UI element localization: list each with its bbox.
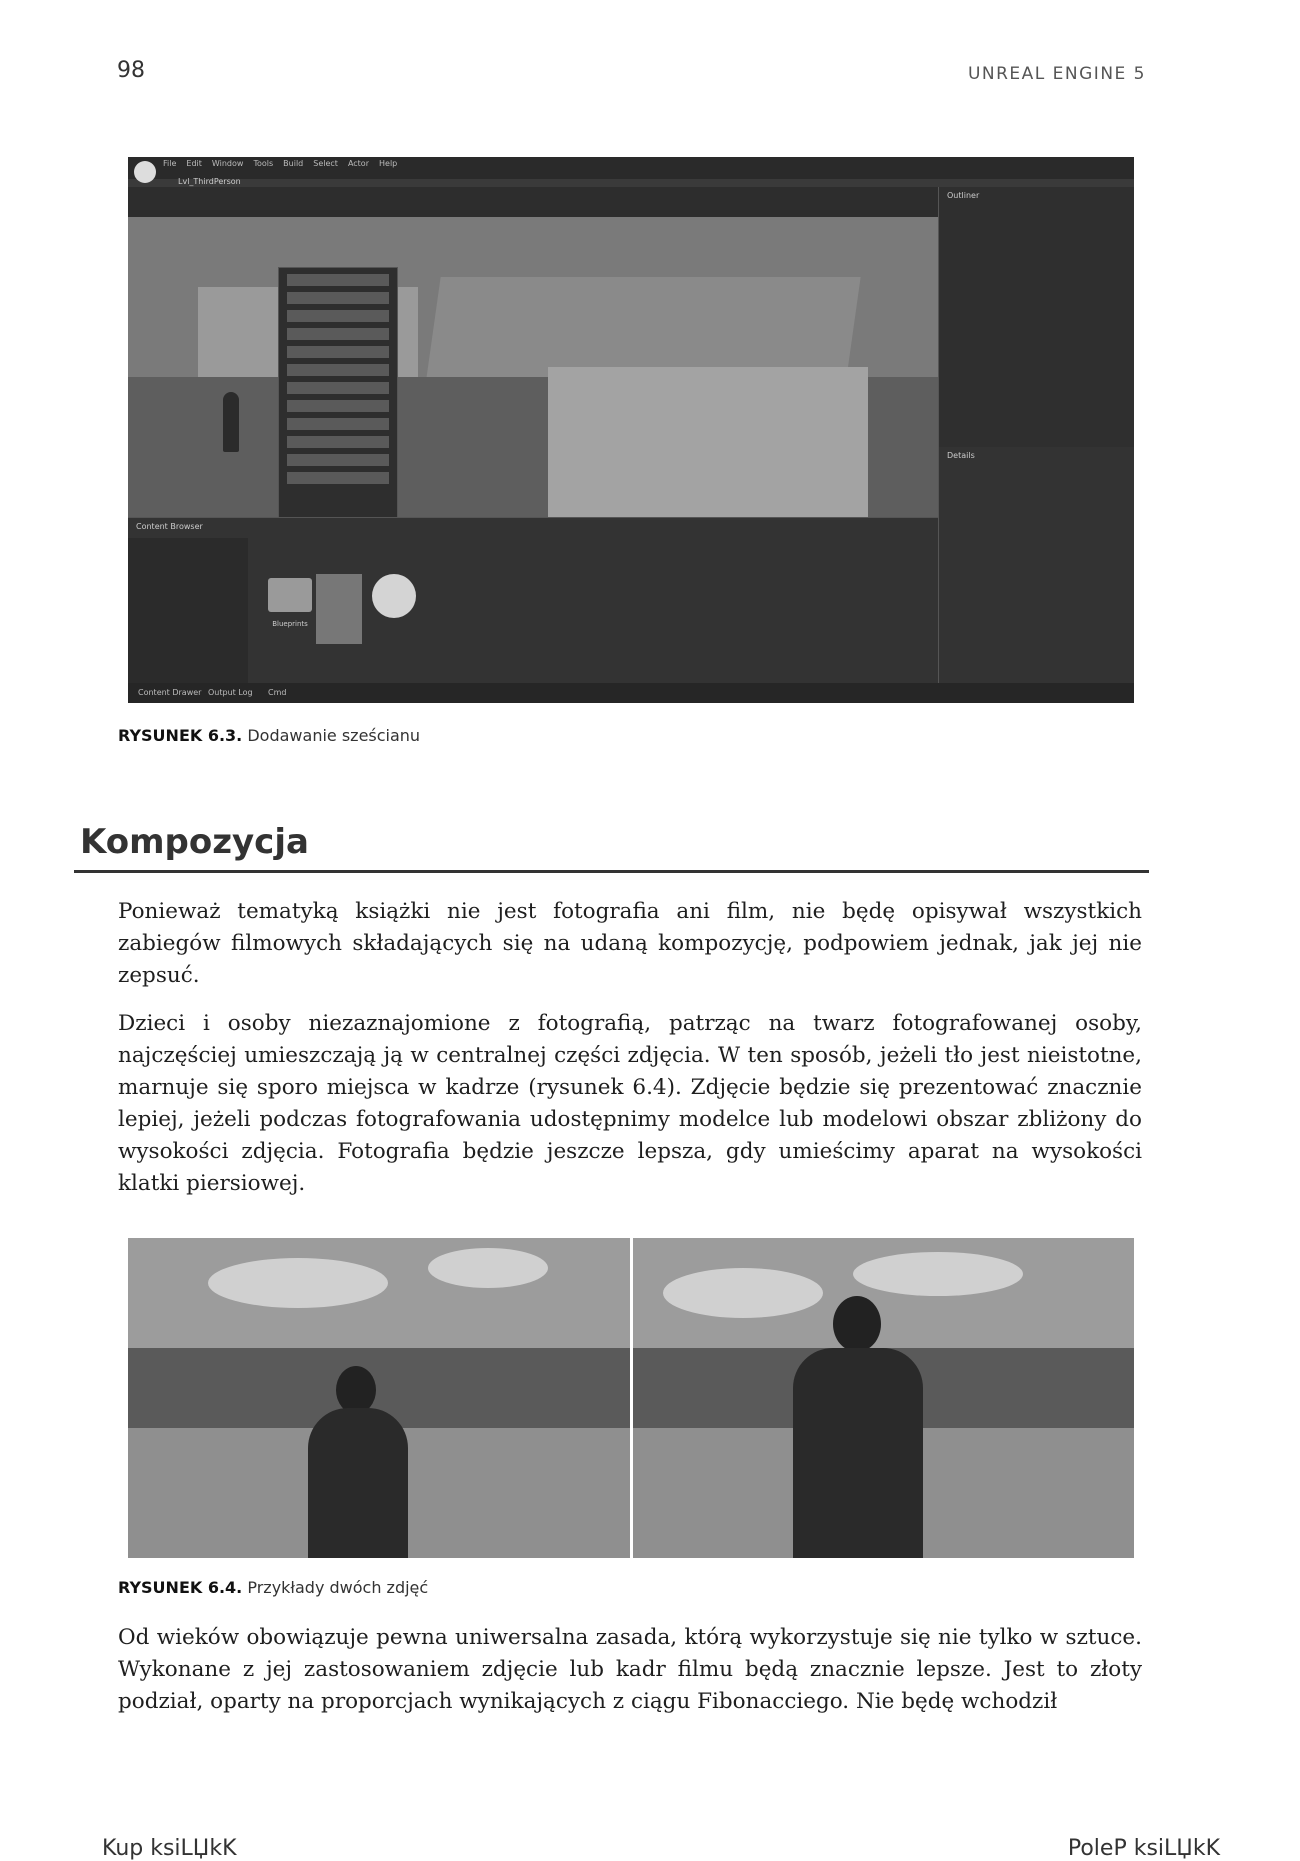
figure-caption (118, 726, 420, 745)
dropdown-row (287, 436, 389, 448)
cloud (208, 1258, 388, 1308)
photo-left (128, 1238, 630, 1558)
cloud (663, 1268, 823, 1318)
character-body (308, 1408, 408, 1558)
ue-content-browser (128, 517, 938, 684)
ue-menu-item: File (163, 159, 177, 168)
caption-text: Przykłady dwóch zdjęć (242, 1578, 429, 1597)
ue-menu-item: Tools (253, 159, 274, 168)
folder-label: Blueprints (272, 620, 308, 628)
photo-right (633, 1238, 1135, 1558)
dropdown-row (287, 328, 389, 340)
paragraph: Od wieków obowiązuje pewna uniwersalna zasada, którą wykorzystuje się nie tylko w sztuce. Wykonane z jej zastosowaniem zdjęcie lub kadr filmu będą znacznie lepsze. Jest to złoty podział, oparty na proporcjach wynikających z ciągu Fibonacciego. Nie będę wchodził (118, 1625, 1142, 1714)
details-title: Details (947, 451, 975, 460)
status-item: Cmd (268, 688, 287, 697)
ue-menu-item: Build (283, 159, 304, 168)
paragraph: Dzieci i osoby niezaznajomione z fotografią, patrząc na twarz fotografowanej osoby, najczęściej umieszczają ją w centralnej części zdjęcia. W ten sposób, jeżeli tło jest nieistotne, marnuje się sporo miejsca w kadrze (rysunek 6.4). Zdjęcie będzie się prezentować znacznie lepiej, jeżeli podczas fotografowania udostępnimy modelce lub modelowi obszar zbliżony do wysokości zdjęcia. Fotografia będzie jeszcze lepsza, gdy umieścimy aparat na wysokości klatki piersiowej. (118, 1011, 1142, 1196)
viewport-block (548, 367, 868, 517)
dropdown-row (287, 346, 389, 358)
ue-menu-item: Actor (347, 159, 369, 168)
figure-caption (118, 1578, 428, 1597)
running-head: UNREAL ENGINE 5 (967, 64, 1146, 84)
cloud (853, 1252, 1023, 1296)
cloud (428, 1248, 548, 1288)
character-body (793, 1348, 923, 1558)
ue-menubar (128, 157, 1134, 186)
ue-menu-item: Edit (186, 159, 202, 168)
caption-label: RYSUNEK 6.3. (118, 726, 243, 745)
dropdown-row (287, 274, 389, 286)
dropdown-row (287, 292, 389, 304)
caption-text: Dodawanie sześcianu (242, 726, 421, 745)
status-item: Content Drawer (138, 688, 202, 697)
outliner-title: Outliner (947, 191, 980, 200)
dropdown-row (287, 382, 389, 394)
ue-outliner-panel (938, 187, 1134, 447)
ue-level-tab: Lvl_ThirdPerson (178, 177, 241, 186)
dropdown-row (287, 454, 389, 466)
content-browser-title: Content Browser (136, 522, 203, 531)
ue-menu-item: Window (211, 159, 244, 168)
dropdown-row (287, 472, 389, 484)
footer-right-link[interactable]: PoleP ksiLЏkK (1067, 1836, 1220, 1861)
ue-add-dropdown-menu (278, 267, 398, 517)
ue-details-panel (938, 447, 1134, 683)
unreal-logo-icon (134, 161, 156, 183)
character-head (833, 1296, 881, 1352)
figure-unreal-editor-screenshot (128, 157, 1134, 703)
content-browser-tree (128, 538, 248, 684)
paragraph: Ponieważ tematyką książki nie jest fotografia ani film, nie będę opisywał wszystkich zabiegów filmowych składających się na udaną kompozycję, podpowiem jednak, jak jej nie zepsuć. (118, 899, 1142, 988)
figure-two-photos (128, 1238, 1134, 1558)
image-asset-icon (316, 574, 362, 644)
dropdown-row (287, 364, 389, 376)
ue-menu (163, 159, 397, 168)
caption-label: RYSUNEK 6.4. (118, 1578, 243, 1597)
folder-icon (268, 578, 312, 612)
dropdown-row (287, 310, 389, 322)
heading-rule (74, 870, 1149, 873)
status-item: Output Log (208, 688, 253, 697)
page-number: 98 (117, 58, 145, 83)
character-head (336, 1366, 376, 1414)
section-heading: Kompozycja (80, 822, 309, 862)
ue-menu-item: Help (379, 159, 398, 168)
dropdown-row (287, 418, 389, 430)
ue-viewport (128, 217, 938, 517)
material-sphere-icon (372, 574, 416, 618)
ue-status-bar (128, 683, 1134, 703)
footer-left-link[interactable]: Kup ksiLЏkK (102, 1836, 237, 1861)
ue-menu-item: Select (313, 159, 338, 168)
dropdown-row (287, 400, 389, 412)
viewport-character (223, 392, 239, 452)
